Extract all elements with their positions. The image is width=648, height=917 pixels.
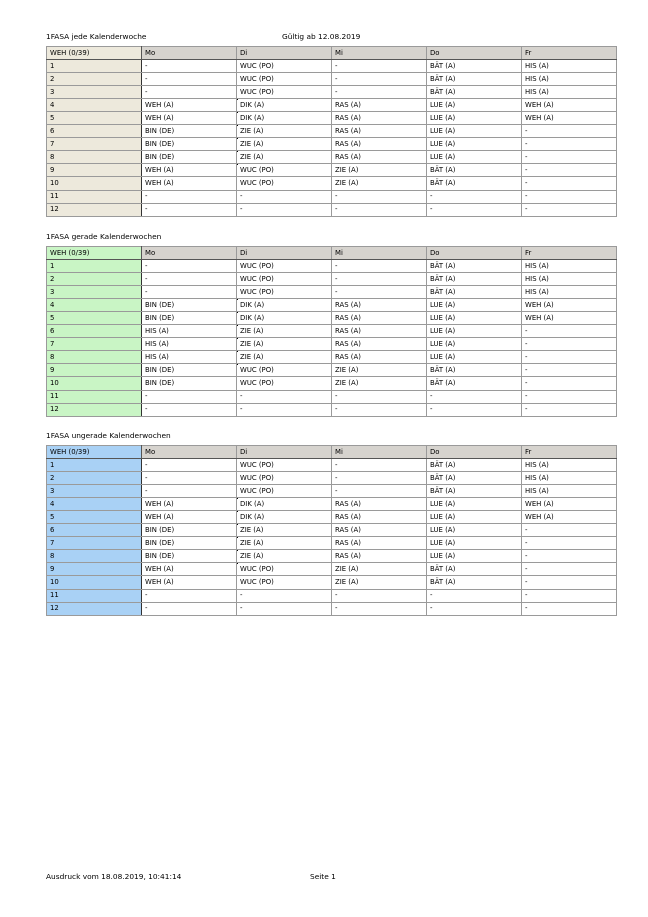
cell-fr: - <box>522 390 617 403</box>
cell-fr: WEH (A) <box>522 498 617 511</box>
table-row <box>47 338 617 351</box>
cell-di: DIK (A) <box>237 312 332 325</box>
cell-fr: HIS (A) <box>522 273 617 286</box>
cell-fr: - <box>522 151 617 164</box>
period-cell: 12 <box>47 602 142 615</box>
cell-do: LUE (A) <box>427 125 522 138</box>
cell-mi: RAS (A) <box>332 299 427 312</box>
cell-do: BÄT (A) <box>427 73 522 86</box>
cell-mi: - <box>332 403 427 416</box>
cell-di: DIK (A) <box>237 299 332 312</box>
cell-mi: ZIE (A) <box>332 576 427 589</box>
cell-fr: - <box>522 550 617 563</box>
period-cell: 4 <box>47 498 142 511</box>
timetable-weekly <box>46 46 617 217</box>
cell-mo: BIN (DE) <box>142 524 237 537</box>
cell-mi: RAS (A) <box>332 99 427 112</box>
cell-di: WUC (PO) <box>237 286 332 299</box>
cell-mo: - <box>142 286 237 299</box>
cell-mo: - <box>142 459 237 472</box>
period-cell: 5 <box>47 312 142 325</box>
period-cell: 1 <box>47 459 142 472</box>
period-cell: 6 <box>47 125 142 138</box>
period-cell: 1 <box>47 260 142 273</box>
cell-do: LUE (A) <box>427 312 522 325</box>
cell-fr: WEH (A) <box>522 312 617 325</box>
cell-di: ZIE (A) <box>237 325 332 338</box>
cell-mo: - <box>142 472 237 485</box>
cell-fr: - <box>522 203 617 216</box>
cell-fr: HIS (A) <box>522 485 617 498</box>
cell-mo: - <box>142 273 237 286</box>
period-cell: 11 <box>47 589 142 602</box>
period-cell: 11 <box>47 390 142 403</box>
cell-do: BÄT (A) <box>427 472 522 485</box>
period-cell: 7 <box>47 338 142 351</box>
table-row <box>47 351 617 364</box>
col-header-fr: Fr <box>522 47 617 60</box>
cell-fr: HIS (A) <box>522 86 617 99</box>
table-row <box>47 602 617 615</box>
cell-mi: RAS (A) <box>332 537 427 550</box>
table-row <box>47 511 617 524</box>
col-header-do: Do <box>427 446 522 459</box>
cell-mi: - <box>332 60 427 73</box>
table-row <box>47 151 617 164</box>
table-row <box>47 164 617 177</box>
table-row <box>47 589 617 602</box>
cell-do: LUE (A) <box>427 151 522 164</box>
period-cell: 4 <box>47 299 142 312</box>
table-row <box>47 377 617 390</box>
cell-mi: RAS (A) <box>332 312 427 325</box>
period-cell: 2 <box>47 472 142 485</box>
cell-mo: - <box>142 485 237 498</box>
cell-mo: WEH (A) <box>142 563 237 576</box>
cell-mi: RAS (A) <box>332 338 427 351</box>
valid-from: Gültig ab 12.08.2019 <box>282 32 361 41</box>
table-row <box>47 112 617 125</box>
cell-fr: - <box>522 125 617 138</box>
period-cell: 3 <box>47 286 142 299</box>
cell-mi: ZIE (A) <box>332 563 427 576</box>
cell-di: - <box>237 403 332 416</box>
cell-mo: - <box>142 73 237 86</box>
col-header-mo: Mo <box>142 47 237 60</box>
cell-di: DIK (A) <box>237 511 332 524</box>
section-caption: 1FASA jede Kalenderwoche <box>46 32 147 41</box>
cell-do: BÄT (A) <box>427 260 522 273</box>
cell-mo: BIN (DE) <box>142 312 237 325</box>
table-row <box>47 190 617 203</box>
cell-mo: - <box>142 602 237 615</box>
cell-mo: WEH (A) <box>142 576 237 589</box>
table-row <box>47 325 617 338</box>
cell-do: - <box>427 190 522 203</box>
period-cell: 10 <box>47 177 142 190</box>
cell-do: LUE (A) <box>427 498 522 511</box>
col-header-mi: Mi <box>332 247 427 260</box>
cell-fr: - <box>522 377 617 390</box>
cell-di: WUC (PO) <box>237 60 332 73</box>
cell-di: WUC (PO) <box>237 164 332 177</box>
cell-mi: - <box>332 286 427 299</box>
cell-di: ZIE (A) <box>237 138 332 151</box>
cell-do: BÄT (A) <box>427 563 522 576</box>
cell-mi: - <box>332 86 427 99</box>
timetable-even-weeks <box>46 246 617 417</box>
table-row <box>47 286 617 299</box>
table-row <box>47 550 617 563</box>
cell-mo: BIN (DE) <box>142 550 237 563</box>
table-row <box>47 459 617 472</box>
header-row <box>47 47 617 60</box>
cell-fr: HIS (A) <box>522 73 617 86</box>
cell-mi: - <box>332 472 427 485</box>
cell-di: ZIE (A) <box>237 151 332 164</box>
table-row <box>47 364 617 377</box>
cell-di: DIK (A) <box>237 112 332 125</box>
cell-do: BÄT (A) <box>427 459 522 472</box>
cell-mo: WEH (A) <box>142 112 237 125</box>
period-cell: 9 <box>47 364 142 377</box>
cell-mo: - <box>142 260 237 273</box>
cell-mi: RAS (A) <box>332 151 427 164</box>
cell-mo: WEH (A) <box>142 177 237 190</box>
cell-do: - <box>427 203 522 216</box>
period-cell: 8 <box>47 351 142 364</box>
col-header-di: Di <box>237 47 332 60</box>
col-header-mo: Mo <box>142 446 237 459</box>
table-row <box>47 485 617 498</box>
cell-do: BÄT (A) <box>427 164 522 177</box>
cell-mi: RAS (A) <box>332 325 427 338</box>
cell-fr: HIS (A) <box>522 60 617 73</box>
corner-cell: WEH (0/39) <box>47 446 142 459</box>
cell-fr: HIS (A) <box>522 260 617 273</box>
cell-fr: WEH (A) <box>522 99 617 112</box>
cell-do: LUE (A) <box>427 511 522 524</box>
cell-fr: WEH (A) <box>522 299 617 312</box>
cell-mi: - <box>332 602 427 615</box>
cell-mi: RAS (A) <box>332 112 427 125</box>
cell-mi: - <box>332 485 427 498</box>
section-caption: 1FASA gerade Kalenderwochen <box>46 232 162 241</box>
cell-mi: ZIE (A) <box>332 164 427 177</box>
cell-mo: - <box>142 86 237 99</box>
cell-mi: RAS (A) <box>332 351 427 364</box>
cell-di: - <box>237 390 332 403</box>
period-cell: 8 <box>47 151 142 164</box>
cell-di: ZIE (A) <box>237 550 332 563</box>
cell-mi: RAS (A) <box>332 498 427 511</box>
table-row <box>47 260 617 273</box>
cell-mi: - <box>332 459 427 472</box>
cell-di: WUC (PO) <box>237 485 332 498</box>
cell-do: LUE (A) <box>427 299 522 312</box>
cell-do: LUE (A) <box>427 99 522 112</box>
table-row <box>47 312 617 325</box>
timetable-odd-weeks <box>46 445 617 616</box>
cell-di: ZIE (A) <box>237 338 332 351</box>
corner-cell: WEH (0/39) <box>47 247 142 260</box>
period-cell: 9 <box>47 164 142 177</box>
cell-do: BÄT (A) <box>427 485 522 498</box>
section-caption: 1FASA ungerade Kalenderwochen <box>46 431 171 440</box>
cell-fr: WEH (A) <box>522 511 617 524</box>
period-cell: 2 <box>47 73 142 86</box>
cell-fr: - <box>522 351 617 364</box>
table-row <box>47 537 617 550</box>
cell-fr: - <box>522 563 617 576</box>
cell-di: DIK (A) <box>237 99 332 112</box>
header-row <box>47 446 617 459</box>
cell-di: WUC (PO) <box>237 177 332 190</box>
cell-di: DIK (A) <box>237 498 332 511</box>
cell-fr: - <box>522 338 617 351</box>
cell-di: WUC (PO) <box>237 86 332 99</box>
cell-mo: WEH (A) <box>142 498 237 511</box>
table-row <box>47 403 617 416</box>
cell-do: BÄT (A) <box>427 576 522 589</box>
cell-di: WUC (PO) <box>237 73 332 86</box>
cell-fr: - <box>522 524 617 537</box>
cell-fr: - <box>522 325 617 338</box>
period-cell: 10 <box>47 377 142 390</box>
cell-fr: - <box>522 190 617 203</box>
cell-do: BÄT (A) <box>427 273 522 286</box>
table-row <box>47 299 617 312</box>
period-cell: 11 <box>47 190 142 203</box>
cell-do: LUE (A) <box>427 351 522 364</box>
cell-mo: - <box>142 403 237 416</box>
footer-printed: Ausdruck vom 18.08.2019, 10:41:14 <box>46 872 182 881</box>
cell-mo: BIN (DE) <box>142 125 237 138</box>
footer-page: Seite 1 <box>310 872 336 881</box>
table-row <box>47 125 617 138</box>
cell-di: WUC (PO) <box>237 459 332 472</box>
table-row <box>47 99 617 112</box>
cell-mi: RAS (A) <box>332 524 427 537</box>
cell-do: BÄT (A) <box>427 86 522 99</box>
cell-mi: RAS (A) <box>332 511 427 524</box>
cell-di: WUC (PO) <box>237 260 332 273</box>
table-row <box>47 390 617 403</box>
period-cell: 2 <box>47 273 142 286</box>
period-cell: 3 <box>47 86 142 99</box>
cell-do: LUE (A) <box>427 524 522 537</box>
cell-do: LUE (A) <box>427 112 522 125</box>
cell-mo: HIS (A) <box>142 351 237 364</box>
period-cell: 7 <box>47 138 142 151</box>
cell-fr: - <box>522 602 617 615</box>
col-header-di: Di <box>237 247 332 260</box>
period-cell: 5 <box>47 112 142 125</box>
cell-fr: - <box>522 403 617 416</box>
table-row <box>47 524 617 537</box>
cell-di: WUC (PO) <box>237 472 332 485</box>
cell-di: WUC (PO) <box>237 364 332 377</box>
cell-fr: HIS (A) <box>522 286 617 299</box>
cell-mi: - <box>332 190 427 203</box>
table-row <box>47 563 617 576</box>
col-header-fr: Fr <box>522 446 617 459</box>
cell-fr: - <box>522 537 617 550</box>
table-row <box>47 472 617 485</box>
cell-do: LUE (A) <box>427 550 522 563</box>
cell-mi: RAS (A) <box>332 550 427 563</box>
cell-do: BÄT (A) <box>427 377 522 390</box>
cell-do: LUE (A) <box>427 537 522 550</box>
cell-fr: HIS (A) <box>522 459 617 472</box>
period-cell: 8 <box>47 550 142 563</box>
period-cell: 9 <box>47 563 142 576</box>
cell-mo: WEH (A) <box>142 164 237 177</box>
col-header-fr: Fr <box>522 247 617 260</box>
period-cell: 12 <box>47 203 142 216</box>
cell-mo: BIN (DE) <box>142 151 237 164</box>
cell-fr: WEH (A) <box>522 112 617 125</box>
cell-do: - <box>427 390 522 403</box>
cell-mi: - <box>332 203 427 216</box>
cell-di: ZIE (A) <box>237 351 332 364</box>
cell-di: WUC (PO) <box>237 576 332 589</box>
cell-mo: BIN (DE) <box>142 299 237 312</box>
col-header-mi: Mi <box>332 47 427 60</box>
cell-mo: WEH (A) <box>142 99 237 112</box>
cell-fr: - <box>522 164 617 177</box>
cell-mi: - <box>332 390 427 403</box>
corner-cell: WEH (0/39) <box>47 47 142 60</box>
cell-mi: RAS (A) <box>332 138 427 151</box>
cell-mi: - <box>332 273 427 286</box>
cell-do: BÄT (A) <box>427 364 522 377</box>
cell-mo: BIN (DE) <box>142 377 237 390</box>
cell-mo: HIS (A) <box>142 338 237 351</box>
table-row <box>47 73 617 86</box>
table-row <box>47 60 617 73</box>
table-row <box>47 273 617 286</box>
col-header-di: Di <box>237 446 332 459</box>
cell-do: BÄT (A) <box>427 286 522 299</box>
cell-mi: - <box>332 260 427 273</box>
cell-fr: - <box>522 138 617 151</box>
cell-mi: RAS (A) <box>332 125 427 138</box>
cell-mo: - <box>142 190 237 203</box>
cell-fr: - <box>522 576 617 589</box>
period-cell: 6 <box>47 325 142 338</box>
cell-mo: BIN (DE) <box>142 364 237 377</box>
cell-mi: ZIE (A) <box>332 364 427 377</box>
cell-mo: WEH (A) <box>142 511 237 524</box>
cell-di: ZIE (A) <box>237 537 332 550</box>
cell-di: WUC (PO) <box>237 563 332 576</box>
period-cell: 3 <box>47 485 142 498</box>
cell-di: ZIE (A) <box>237 125 332 138</box>
cell-do: LUE (A) <box>427 325 522 338</box>
cell-do: BÄT (A) <box>427 177 522 190</box>
cell-mo: HIS (A) <box>142 325 237 338</box>
cell-di: - <box>237 589 332 602</box>
period-cell: 10 <box>47 576 142 589</box>
col-header-mi: Mi <box>332 446 427 459</box>
cell-di: - <box>237 602 332 615</box>
cell-do: LUE (A) <box>427 138 522 151</box>
period-cell: 5 <box>47 511 142 524</box>
period-cell: 6 <box>47 524 142 537</box>
table-row <box>47 138 617 151</box>
cell-mi: - <box>332 589 427 602</box>
cell-fr: - <box>522 364 617 377</box>
cell-do: BÄT (A) <box>427 60 522 73</box>
cell-mo: - <box>142 589 237 602</box>
table-row <box>47 498 617 511</box>
table-row <box>47 86 617 99</box>
cell-do: LUE (A) <box>427 338 522 351</box>
cell-di: - <box>237 190 332 203</box>
table-row <box>47 177 617 190</box>
cell-di: - <box>237 203 332 216</box>
cell-mo: - <box>142 203 237 216</box>
cell-mo: - <box>142 390 237 403</box>
cell-fr: - <box>522 177 617 190</box>
cell-fr: HIS (A) <box>522 472 617 485</box>
col-header-do: Do <box>427 47 522 60</box>
cell-mi: ZIE (A) <box>332 177 427 190</box>
cell-mo: BIN (DE) <box>142 138 237 151</box>
table-row <box>47 576 617 589</box>
period-cell: 7 <box>47 537 142 550</box>
period-cell: 4 <box>47 99 142 112</box>
col-header-do: Do <box>427 247 522 260</box>
header-row <box>47 247 617 260</box>
period-cell: 12 <box>47 403 142 416</box>
table-row <box>47 203 617 216</box>
period-cell: 1 <box>47 60 142 73</box>
cell-do: - <box>427 403 522 416</box>
cell-fr: - <box>522 589 617 602</box>
cell-di: WUC (PO) <box>237 377 332 390</box>
cell-do: - <box>427 589 522 602</box>
cell-di: WUC (PO) <box>237 273 332 286</box>
col-header-mo: Mo <box>142 247 237 260</box>
cell-di: ZIE (A) <box>237 524 332 537</box>
cell-do: - <box>427 602 522 615</box>
cell-mi: ZIE (A) <box>332 377 427 390</box>
cell-mo: BIN (DE) <box>142 537 237 550</box>
cell-mo: - <box>142 60 237 73</box>
cell-mi: - <box>332 73 427 86</box>
